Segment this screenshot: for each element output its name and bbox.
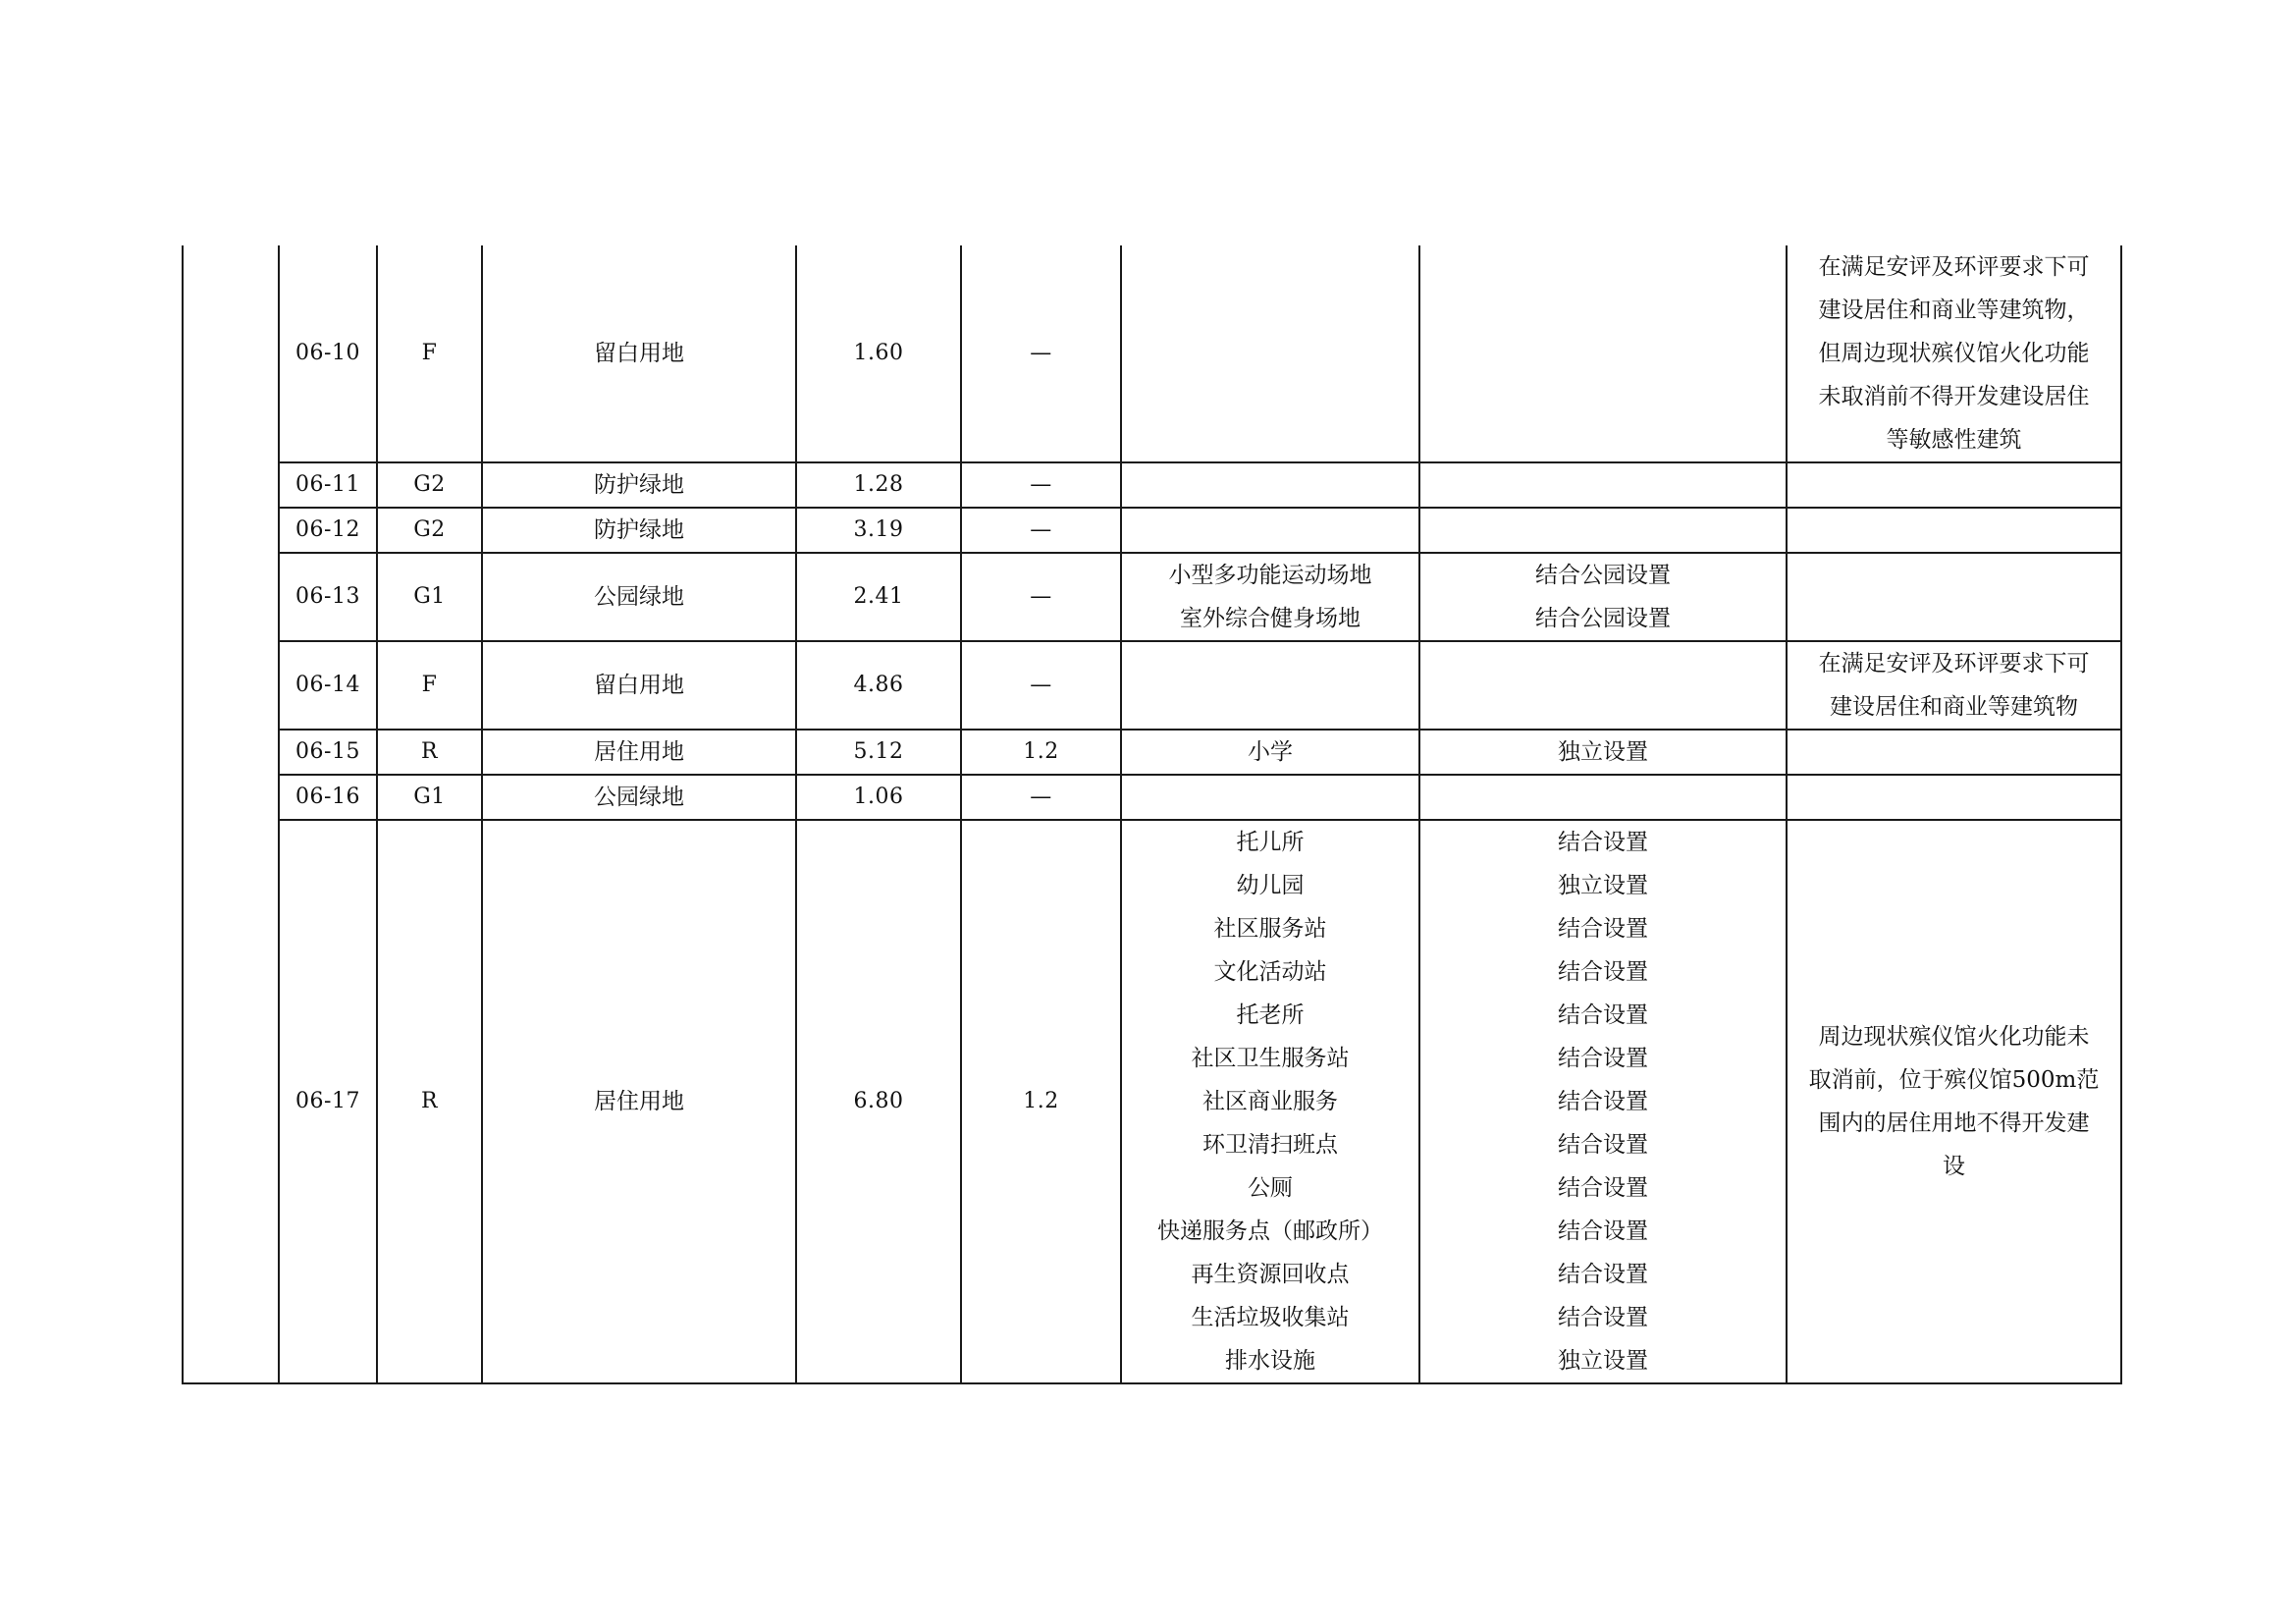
land-use-name-cell: 防护绿地 [482,508,796,553]
setting-item: 独立设置 [1558,1348,1648,1374]
parcel-id-cell: 06-16 [279,775,377,820]
plot-ratio-cell: 1.2 [961,730,1121,775]
land-use-name-cell: 公园绿地 [482,553,796,641]
area-cell: 1.28 [796,462,961,508]
land-type-code-cell: G2 [377,508,482,553]
land-use-name-cell: 防护绿地 [482,462,796,508]
facility-item: 社区卫生服务站 [1191,1046,1350,1071]
plot-ratio-cell: — [961,641,1121,730]
note-line: 等敏感性建筑 [1886,427,2022,453]
facilities-cell [1121,730,1419,775]
table-row [183,245,2121,462]
area-cell: 5.12 [796,730,961,775]
facility-item: 幼儿园 [1236,873,1305,898]
parcel-id-cell: 06-15 [279,730,377,775]
land-use-name-cell: 居住用地 [482,820,796,1383]
note-line: 取消前，位于殡仪馆500m范 [1808,1067,2100,1093]
plot-ratio-cell: — [961,775,1121,820]
setting-mode-cell [1419,553,1787,641]
facility-item: 文化活动站 [1213,959,1327,985]
facility-item: 社区商业服务 [1202,1089,1338,1114]
parcel-id-cell: 06-12 [279,508,377,553]
setting-mode-cell [1419,641,1787,730]
setting-item: 结合设置 [1558,1002,1648,1028]
facility-item: 快递服务点（邮政所） [1157,1218,1383,1244]
setting-item: 独立设置 [1558,873,1648,898]
setting-mode-cell [1419,462,1787,508]
land-type-code-cell: F [377,245,482,462]
land-type-code-cell: R [377,820,482,1383]
land-use-table [182,245,2122,1384]
notes-cell [1787,820,2121,1383]
setting-item: 结合公园设置 [1535,563,1671,588]
note-line: 建设居住和商业等建筑物 [1830,694,2078,720]
land-use-name-cell: 居住用地 [482,730,796,775]
table-row [183,553,2121,641]
facility-item: 托老所 [1236,1002,1305,1028]
notes-cell [1787,641,2121,730]
note-line: 未取消前不得开发建设居住 [1818,384,2090,409]
land-type-code-cell: G2 [377,462,482,508]
land-use-name-cell: 公园绿地 [482,775,796,820]
note-line: 在满足安评及环评要求下可 [1818,254,2090,280]
land-type-code-cell: G1 [377,775,482,820]
notes-cell [1787,245,2121,462]
parcel-id-cell: 06-13 [279,553,377,641]
note-line: 设 [1943,1154,1965,1179]
land-use-name-cell: 留白用地 [482,641,796,730]
table-row [183,641,2121,730]
plot-ratio-cell: — [961,462,1121,508]
setting-mode-cell [1419,820,1787,1383]
land-type-code-cell: F [377,641,482,730]
setting-mode-cell [1419,508,1787,553]
table-row [183,462,2121,508]
note-line: 周边现状殡仪馆火化功能未 [1818,1024,2090,1050]
facility-item: 社区服务站 [1213,916,1327,942]
setting-item: 结合设置 [1558,1262,1648,1287]
setting-item: 独立设置 [1558,739,1648,765]
setting-item: 结合设置 [1558,830,1648,855]
setting-item: 结合设置 [1558,1175,1648,1201]
notes-cell [1787,730,2121,775]
facilities-cell [1121,775,1419,820]
setting-item: 结合公园设置 [1535,606,1671,631]
facility-item: 再生资源回收点 [1191,1262,1350,1287]
setting-mode-cell [1419,775,1787,820]
parcel-id-cell: 06-17 [279,820,377,1383]
land-type-code-cell: G1 [377,553,482,641]
area-cell: 2.41 [796,553,961,641]
setting-mode-cell [1419,245,1787,462]
parcel-id-cell: 06-10 [279,245,377,462]
setting-item: 结合设置 [1558,1132,1648,1158]
group-cell [183,245,279,1383]
table-body [183,245,2121,1383]
facility-item: 公厕 [1248,1175,1293,1201]
notes-cell [1787,775,2121,820]
setting-item: 结合设置 [1558,916,1648,942]
notes-cell [1787,508,2121,553]
facilities-cell [1121,245,1419,462]
notes-cell [1787,553,2121,641]
area-cell: 1.60 [796,245,961,462]
facility-item: 小学 [1248,739,1293,765]
facilities-cell [1121,553,1419,641]
setting-item: 结合设置 [1558,1089,1648,1114]
setting-item: 结合设置 [1558,959,1648,985]
area-cell: 6.80 [796,820,961,1383]
parcel-id-cell: 06-11 [279,462,377,508]
facility-item: 室外综合健身场地 [1180,606,1361,631]
note-line: 建设居住和商业等建筑物， [1818,298,2090,323]
table-row [183,508,2121,553]
plot-ratio-cell: — [961,508,1121,553]
note-line: 围内的居住用地不得开发建 [1818,1110,2090,1136]
facility-item: 托儿所 [1236,830,1305,855]
setting-item: 结合设置 [1558,1218,1648,1244]
plot-ratio-cell: — [961,245,1121,462]
area-cell: 1.06 [796,775,961,820]
facilities-cell [1121,820,1419,1383]
facilities-cell [1121,462,1419,508]
land-type-code-cell: R [377,730,482,775]
setting-item: 结合设置 [1558,1305,1648,1330]
area-cell: 3.19 [796,508,961,553]
facility-item: 生活垃圾收集站 [1191,1305,1350,1330]
note-line: 但周边现状殡仪馆火化功能 [1818,341,2090,366]
facility-item: 环卫清扫班点 [1202,1132,1338,1158]
table-row [183,730,2121,775]
parcel-id-cell: 06-14 [279,641,377,730]
facilities-cell [1121,508,1419,553]
table-row [183,820,2121,1383]
setting-mode-cell [1419,730,1787,775]
plot-ratio-cell: 1.2 [961,820,1121,1383]
land-use-name-cell: 留白用地 [482,245,796,462]
note-line: 在满足安评及环评要求下可 [1818,651,2090,677]
plot-ratio-cell: — [961,553,1121,641]
facility-item: 小型多功能运动场地 [1168,563,1372,588]
table-row [183,775,2121,820]
setting-item: 结合设置 [1558,1046,1648,1071]
facility-item: 排水设施 [1225,1348,1315,1374]
area-cell: 4.86 [796,641,961,730]
facilities-cell [1121,641,1419,730]
notes-cell [1787,462,2121,508]
